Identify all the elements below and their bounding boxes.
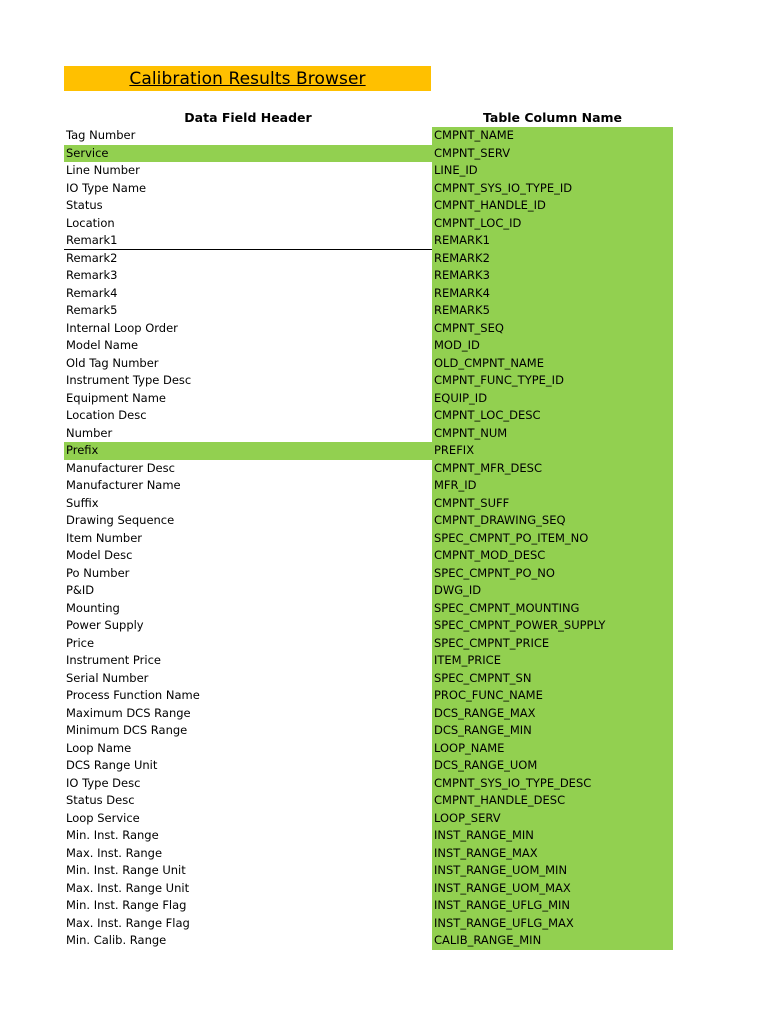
table-column-cell: ITEM_PRICE [434, 653, 501, 667]
table-column-cell: CMPNT_HANDLE_ID [434, 198, 546, 212]
data-field-cell: Min. Inst. Range Unit [66, 863, 186, 877]
table-row [0, 600, 768, 618]
table-row [0, 792, 768, 810]
table-column-cell: MOD_ID [434, 338, 480, 352]
table-row [0, 687, 768, 705]
data-field-cell: P&ID [66, 583, 95, 597]
table-row [0, 565, 768, 583]
table-row [0, 757, 768, 775]
table-row [0, 617, 768, 635]
table-column-cell: EQUIP_ID [434, 390, 488, 405]
table-column-cell: CALIB_RANGE_MIN [434, 933, 542, 947]
table-column-cell: LINE_ID [434, 163, 478, 177]
table-column-cell: OLD_CMPNT_NAME [434, 355, 544, 370]
table-column-cell: PROC_FUNC_NAME [434, 688, 543, 702]
table-row [0, 337, 768, 355]
table-row [0, 372, 768, 390]
table-column-cell: INST_RANGE_UOM_MAX [434, 880, 571, 895]
data-field-cell: Old Tag Number [66, 355, 159, 370]
table-column-cell: INST_RANGE_UFLG_MIN [434, 898, 571, 912]
table-column-cell: CMPNT_LOC_DESC [434, 408, 541, 422]
data-field-cell: Loop Name [66, 740, 132, 755]
table-column-cell: INST_RANGE_MIN [434, 828, 534, 842]
table-row [0, 775, 768, 793]
data-field-cell: Model Desc [66, 548, 133, 562]
table-column-cell: CMPNT_SEQ [434, 320, 504, 335]
table-row [0, 425, 768, 443]
table-column-cell: CMPNT_FUNC_TYPE_ID [434, 373, 564, 387]
data-field-cell: Mounting [66, 600, 120, 615]
table-column-cell: CMPNT_DRAWING_SEQ [434, 513, 566, 527]
header-table-column: Table Column Name [482, 110, 623, 125]
data-field-cell: Remark1 [64, 232, 432, 250]
table-column-cell: REMARK1 [434, 233, 490, 247]
table-column-cell: REMARK2 [434, 250, 490, 265]
data-field-cell: Remark5 [66, 303, 118, 317]
data-field-cell: Max. Inst. Range Flag [66, 915, 190, 930]
table-column-cell: DCS_RANGE_MAX [434, 705, 536, 720]
table-row [0, 390, 768, 408]
title-bar [64, 66, 431, 91]
table-column-cell: PREFIX [434, 443, 475, 457]
data-field-cell: Po Number [66, 565, 130, 580]
table-column-cell: SPEC_CMPNT_PO_NO [434, 565, 555, 580]
table-column-cell: REMARK4 [434, 285, 490, 300]
table-column-cell: CMPNT_SERV [434, 145, 511, 160]
data-field-cell: Manufacturer Name [66, 478, 181, 492]
data-field-cell: Min. Calib. Range [66, 933, 167, 947]
table-row [0, 320, 768, 338]
table-row [0, 705, 768, 723]
table-row [0, 932, 768, 950]
table-column-cell: INST_RANGE_UFLG_MAX [434, 915, 574, 930]
table-row [0, 407, 768, 425]
data-field-cell: Model Name [66, 338, 139, 352]
data-field-cell: Drawing Sequence [66, 513, 175, 527]
table-column-cell: CMPNT_SYS_IO_TYPE_DESC [434, 775, 592, 790]
header-data-field: Data Field Header [184, 110, 312, 125]
table-row [0, 442, 768, 460]
table-row [0, 827, 768, 845]
table-row [0, 530, 768, 548]
table-column-cell: DWG_ID [434, 583, 482, 597]
data-field-cell: Remark4 [66, 285, 118, 300]
table-column-cell: CMPNT_MFR_DESC [434, 460, 542, 475]
data-field-cell: Maximum DCS Range [66, 705, 191, 720]
data-field-cell: Suffix [66, 495, 99, 510]
data-field-cell: Min. Inst. Range [66, 828, 159, 842]
table-row [0, 670, 768, 688]
data-field-cell: Number [66, 425, 113, 440]
table-column-cell: SPEC_CMPNT_PO_ITEM_NO [434, 530, 589, 545]
table-column-cell: REMARK5 [434, 303, 490, 317]
table-row [0, 722, 768, 740]
data-field-cell: Service [64, 145, 432, 163]
data-field-cell: Instrument Price [66, 653, 161, 667]
data-field-cell: Manufacturer Desc [66, 460, 175, 475]
data-field-cell: Min. Inst. Range Flag [66, 898, 187, 912]
page-title: Calibration Results Browser [129, 68, 366, 89]
table-column-cell: SPEC_CMPNT_POWER_SUPPLY [434, 618, 606, 632]
table-column-cell: INST_RANGE_UOM_MIN [434, 863, 568, 877]
table-column-cell: SPEC_CMPNT_SN [434, 670, 532, 685]
table-row [0, 582, 768, 600]
table-row [0, 267, 768, 285]
table-row [0, 880, 768, 898]
data-field-cell: Remark3 [66, 268, 118, 282]
data-field-cell: Location Desc [66, 408, 147, 422]
data-field-cell: Price [66, 635, 95, 650]
table-column-cell: CMPNT_HANDLE_DESC [434, 793, 566, 807]
data-field-cell: Max. Inst. Range [66, 845, 163, 860]
data-field-cell: Serial Number [66, 670, 149, 685]
table-column-cell: CMPNT_SYS_IO_TYPE_ID [434, 180, 573, 195]
data-field-cell: Power Supply [66, 618, 144, 632]
table-row [0, 285, 768, 303]
table-row [0, 495, 768, 513]
data-field-cell: Tag Number [66, 128, 136, 142]
data-field-cell: Instrument Type Desc [66, 373, 192, 387]
data-field-cell: IO Type Desc [66, 775, 141, 790]
table-row [0, 897, 768, 915]
data-field-cell: DCS Range Unit [66, 758, 158, 772]
data-field-cell: Process Function Name [66, 688, 200, 702]
table-row [0, 180, 768, 198]
table-row [0, 810, 768, 828]
table-row [0, 232, 768, 250]
data-field-cell: Status [66, 198, 103, 212]
data-field-cell: Max. Inst. Range Unit [66, 880, 190, 895]
data-field-cell: Internal Loop Order [66, 320, 178, 335]
data-field-cell: Minimum DCS Range [66, 723, 188, 737]
table-row [0, 127, 768, 145]
data-field-cell: Loop Service [66, 810, 140, 825]
data-field-cell: Prefix [64, 442, 432, 460]
table-row [0, 215, 768, 233]
table-column-cell: LOOP_NAME [434, 740, 505, 755]
table-row [0, 845, 768, 863]
table-column-cell: SPEC_CMPNT_PRICE [434, 635, 550, 650]
table-row [0, 355, 768, 373]
table-column-cell: SPEC_CMPNT_MOUNTING [434, 600, 580, 615]
table-row [0, 862, 768, 880]
table-column-cell: CMPNT_SUFF [434, 495, 510, 510]
table-row [0, 145, 768, 163]
table-column-cell: CMPNT_NUM [434, 425, 508, 440]
table-row [0, 477, 768, 495]
table-row [0, 635, 768, 653]
table-column-cell: CMPNT_LOC_ID [434, 215, 522, 230]
table-column-cell: DCS_RANGE_UOM [434, 758, 538, 772]
table-row [0, 460, 768, 478]
table-row [0, 162, 768, 180]
data-field-cell: Location [66, 215, 115, 230]
table-row [0, 915, 768, 933]
data-field-cell: IO Type Name [66, 180, 147, 195]
table-column-cell: INST_RANGE_MAX [434, 845, 538, 860]
table-column-cell: DCS_RANGE_MIN [434, 723, 532, 737]
table-column-cell: LOOP_SERV [434, 810, 501, 825]
table-row [0, 250, 768, 268]
table-row [0, 547, 768, 565]
data-field-cell: Item Number [66, 530, 143, 545]
table-column-cell: REMARK3 [434, 268, 490, 282]
data-field-cell: Equipment Name [66, 390, 167, 405]
table-column-cell: MFR_ID [434, 478, 477, 492]
table-column-cell: CMPNT_NAME [434, 128, 514, 142]
table-row [0, 302, 768, 320]
data-field-cell: Remark2 [66, 250, 118, 265]
table-row [0, 197, 768, 215]
data-field-cell: Status Desc [66, 793, 135, 807]
table-row [0, 512, 768, 530]
table-row [0, 652, 768, 670]
table-row [0, 740, 768, 758]
data-field-cell: Line Number [66, 163, 140, 177]
table-column-cell: CMPNT_MOD_DESC [434, 548, 546, 562]
